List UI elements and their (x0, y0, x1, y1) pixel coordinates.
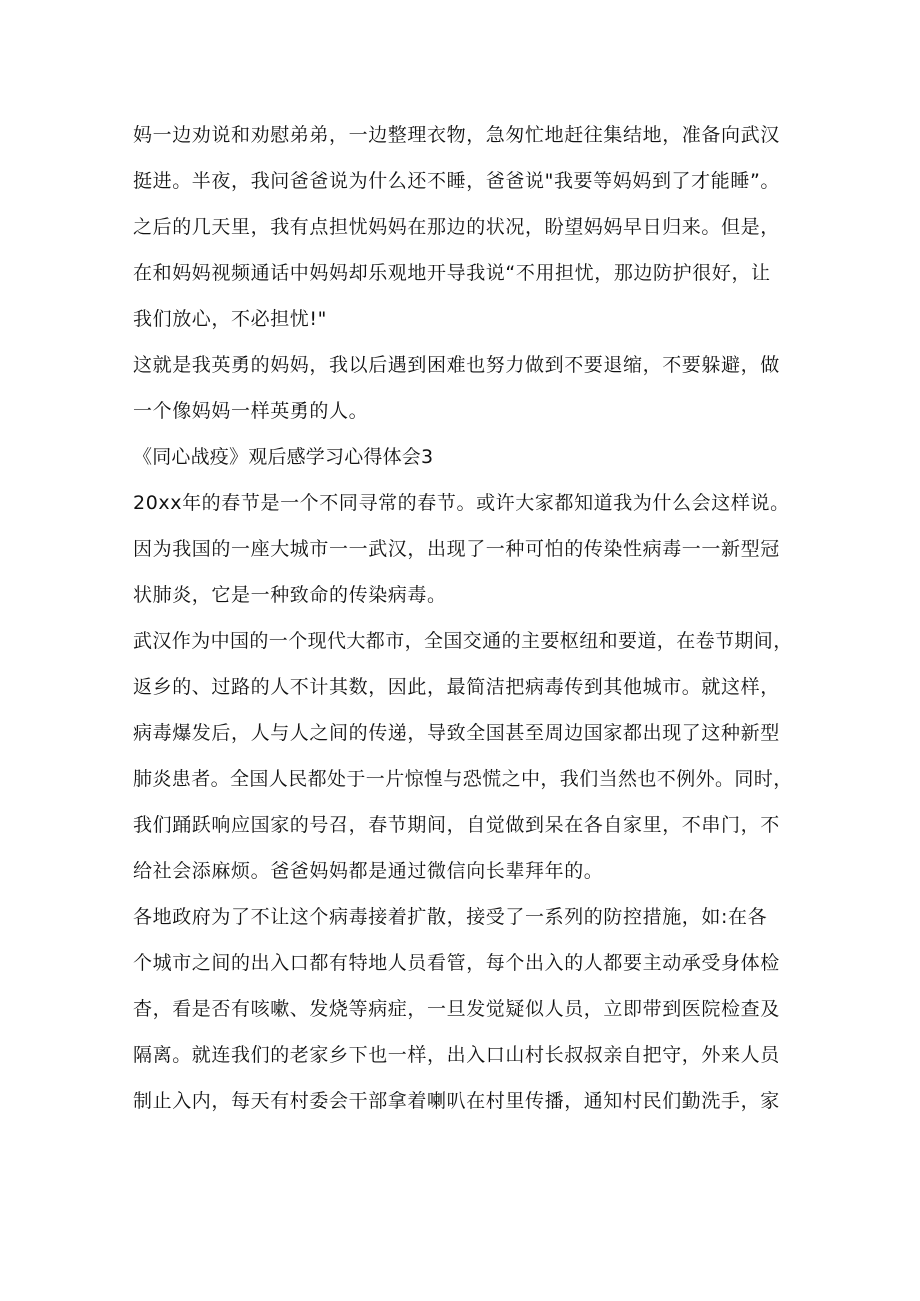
text-line: 我们放心，不必担忧!" (133, 308, 327, 330)
text-line: 个城市之间的出入口都有特地人员看管，每个出入的人都要主动承受身体检 (133, 952, 780, 974)
text-line: 返乡的、过路的人不计其数，因此，最简洁把病毒传到其他城市。就这样， (133, 676, 780, 698)
text-line: 因为我国的一座大城市一一武汉，出现了一种可怕的传染性病毒一一新型冠 (133, 538, 780, 560)
text-line: 杳，看是否有咳嗽、发烧等病症，一旦发觉疑似人员，立即带到医院检查及 (133, 998, 780, 1020)
text-line: 武汉作为中国的一个现代大都市，全国交通的主要枢纽和要道，在卷节期间， (133, 630, 793, 652)
text-line: 给社会添麻烦。爸爸妈妈都是通过微信向长辈拜年的。 (133, 860, 604, 882)
text-line: 肺炎患者。全国人民都处于一片惊惶与恐慌之中，我们当然也不例外。同时， (133, 768, 793, 790)
text-line: 病毒爆发后，人与人之间的传递，导致全国甚至周边国家都出现了这种新型 (133, 722, 780, 744)
text-line: 制止入内，每天有村委会干部拿着喇叭在村里传播，通知村民们勤洗手，家 (133, 1090, 780, 1112)
text-line: 各地政府为了不让这个病毒接着扩散，接受了一系列的防控措施，如:在各 (133, 906, 768, 928)
document-body (133, 112, 793, 1124)
text-line: 我们踊跃响应国家的号召，春节期间，自觉做到呆在各自家里，不串门，不 (133, 814, 780, 836)
text-line: 20xx年的春节是一个不同寻常的春节。或许大家都知道我为什么会这样说。 (133, 492, 790, 514)
text-line: 隔离。就连我们的老家乡下也一样，出入口山村长叔叔亲自把守，外来人员 (133, 1044, 780, 1066)
text-line: 妈一边劝说和劝慰弟弟，一边整理衣物，急匆忙地赶往集结地，准备向武汉 (133, 124, 780, 146)
text-line: 之后的几天里，我有点担忧妈妈在那边的状况，盼望妈妈早日归来。但是， (133, 216, 780, 238)
text-line: 在和妈妈视频通话中妈妈却乐观地开导我说“不用担忧，那边防护很好，让 (133, 262, 771, 284)
section-heading: 《同心战疫》观后感学习心得体会3 (133, 446, 434, 468)
text-line: 这就是我英勇的妈妈，我以后遇到困难也努力做到不要退缩，不要躲避，做 (133, 354, 780, 376)
text-line: 状肺炎，它是一种致命的传染病毒。 (133, 584, 447, 606)
text-line: 一个像妈妈一样英勇的人。 (133, 400, 369, 422)
text-line: 挺进。半夜，我问爸爸说为什么还不睡，爸爸说"我要等妈妈到了才能睡”。 (133, 170, 780, 192)
